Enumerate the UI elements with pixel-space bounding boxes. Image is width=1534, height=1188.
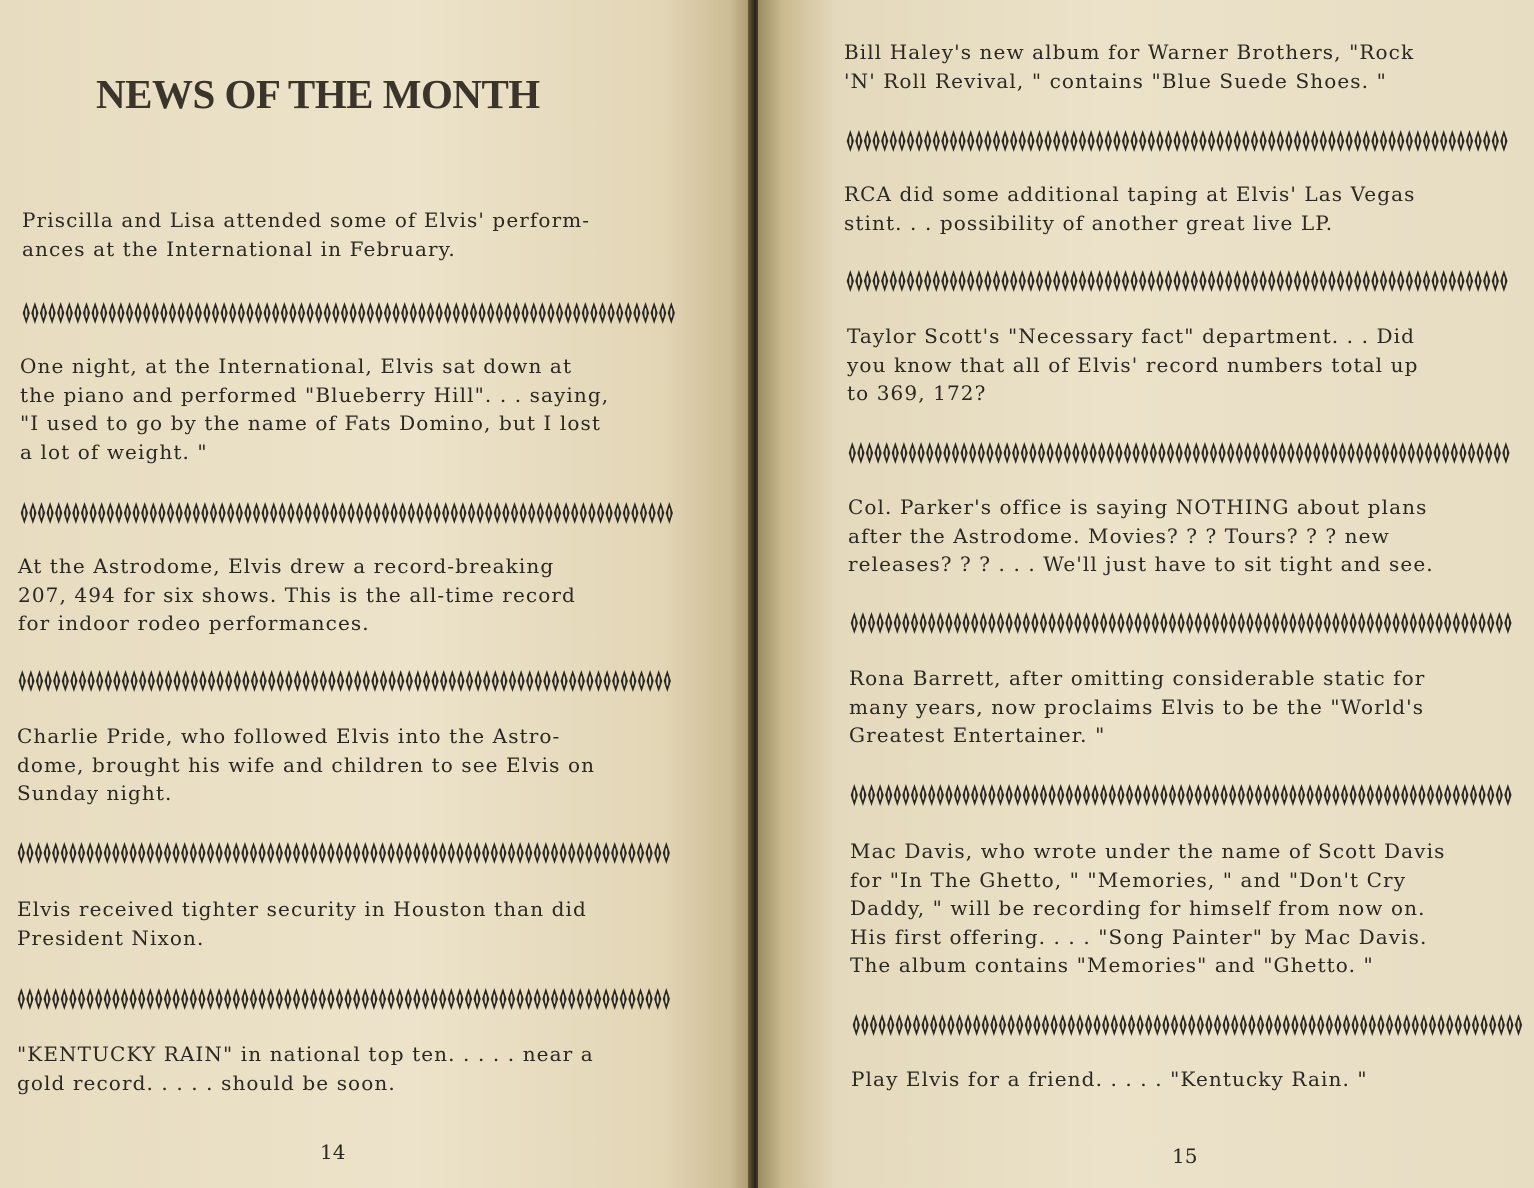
ornamental-divider: [22, 300, 678, 326]
news-item: RCA did some additional taping at Elvis' Las Vegas stint. . . possibility of another great live LP.: [844, 182, 1416, 235]
news-item: Bill Haley's new album for Warner Brothers, "Rock 'N' Roll Revival, " contains "Blue Suede Shoes. ": [844, 40, 1415, 93]
news-item: One night, at the International, Elvis sat down at the piano and performed "Blueberry Hill". . . saying, "I used to go by the name of Fats Domino, but I lost a lot of weight. ": [20, 354, 610, 464]
news-item: Col. Parker's office is saying NOTHING about plans after the Astrodome. Movies? ? ? Tours? ? ? new releases? ? ? . . . We'll just have to sit tight and see.: [848, 495, 1434, 576]
news-item: Rona Barrett, after omitting considerable static for many years, now proclaims Elvis to be the "World's Greatest Entertainer. ": [849, 666, 1426, 747]
left-page: [0, 0, 752, 1188]
page-number: 15: [1172, 1144, 1198, 1168]
ornamental-divider: [850, 782, 1514, 808]
ornamental-divider: [848, 440, 1512, 466]
ornamental-divider: [17, 840, 673, 866]
news-item: "KENTUCKY RAIN" in national top ten. . . . . near a gold record. . . . . should be soon.: [17, 1042, 594, 1095]
ornamental-divider: [20, 500, 676, 526]
news-item: Taylor Scott's "Necessary fact" department. . . Did you know that all of Elvis' record numbers total up to 369, 172?: [847, 324, 1419, 405]
news-item: Play Elvis for a friend. . . . . "Kentucky Rain. ": [851, 1067, 1368, 1091]
ornamental-divider: [846, 128, 1510, 154]
page-title: NEWS OF THE MONTH: [96, 71, 540, 117]
ornamental-divider: [17, 986, 673, 1012]
ornamental-divider: [852, 1012, 1524, 1038]
right-page: [758, 0, 1534, 1188]
news-item: Mac Davis, who wrote under the name of Scott Davis for "In The Ghetto, " "Memories, " and "Don't Cry Daddy, " will be recording for himself from now on. His first offering. . . . "Song Painter" by Mac Davis. The album contains "Memories" and "Ghetto. ": [850, 839, 1446, 977]
ornamental-divider: [850, 610, 1514, 636]
page-number: 14: [320, 1140, 346, 1164]
news-item: Charlie Pride, who followed Elvis into the Astro- dome, brought his wife and children to see Elvis on Sunday night.: [17, 724, 596, 805]
news-item: Priscilla and Lisa attended some of Elvis' perform- ances at the International in February.: [22, 208, 591, 261]
news-item: Elvis received tighter security in Houston than did President Nixon.: [17, 897, 587, 950]
ornamental-divider: [18, 668, 674, 694]
ornamental-divider: [846, 268, 1510, 294]
news-item: At the Astrodome, Elvis drew a record-breaking 207, 494 for six shows. This is the all-time record for indoor rodeo performances.: [18, 554, 576, 635]
